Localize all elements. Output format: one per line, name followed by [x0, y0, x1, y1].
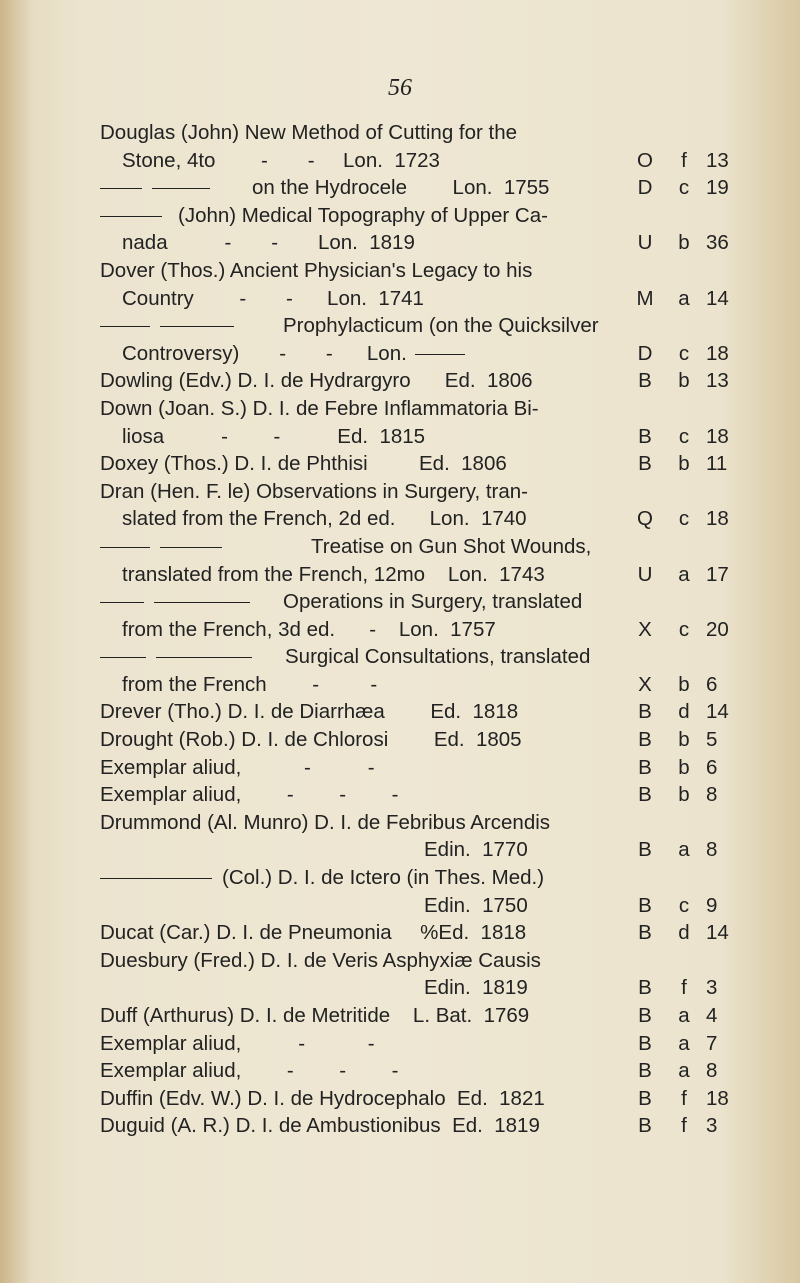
catalogue-line — [0, 671, 800, 699]
entry-text: Exemplar aliud, - - - — [100, 783, 399, 807]
shelf-sub: b — [678, 783, 690, 807]
entry-text: Controversy) - - Lon. — [122, 340, 475, 368]
entry-text: Dowling (Edv.) D. I. de Hydrargyro Ed. 1806 — [100, 369, 533, 393]
shelf-sub: b — [678, 369, 690, 393]
shelf-number: 6 — [706, 672, 718, 696]
entry-text: Exemplar aliud, - - — [100, 755, 375, 779]
shelf-sub: b — [678, 755, 690, 779]
entry-text: Exemplar aliud, - - — [100, 1031, 375, 1055]
entry-text: on the Hydrocele Lon. 1755 — [252, 176, 550, 200]
shelf-letter: B — [638, 369, 652, 393]
entry-text: Dover (Thos.) Ancient Physician's Legacy to his — [100, 258, 533, 282]
entry-text: Duesbury (Fred.) D. I. de Veris Asphyxiæ Causis — [100, 948, 541, 972]
shelf-sub: c — [678, 507, 690, 531]
shelf-sub: a — [678, 286, 690, 310]
ditto-rule — [100, 588, 260, 616]
catalogue-line — [0, 533, 800, 561]
shelf-sub: a — [678, 1059, 690, 1083]
catalogue-line — [0, 505, 800, 533]
entry-text: Dran (Hen. F. le) Observations in Surgery, tran- — [100, 479, 528, 503]
entry-text: Drever (Tho.) D. I. de Diarrhæa Ed. 1818 — [100, 700, 519, 724]
entry-text: Edin. 1819 — [424, 976, 528, 1000]
shelf-number: 14 — [706, 921, 729, 945]
shelf-number: 5 — [706, 728, 718, 752]
catalogue-line — [0, 588, 800, 616]
entry-text: Prophylacticum (on the Quicksilver — [283, 314, 599, 338]
shelf-number: 18 — [706, 1086, 729, 1110]
shelf-number: 14 — [706, 286, 729, 310]
shelf-sub: c — [678, 424, 690, 448]
shelf-number: 20 — [706, 617, 729, 641]
shelf-letter: B — [638, 1031, 652, 1055]
catalogue-line — [0, 1057, 800, 1085]
entry-text: liosa - - Ed. 1815 — [122, 424, 426, 448]
shelf-number: 3 — [706, 976, 718, 1000]
entry-text: Treatise on Gun Shot Wounds, — [311, 534, 592, 558]
catalogue-entries — [0, 119, 800, 1140]
shelf-sub: c — [678, 176, 690, 200]
shelf-letter: B — [638, 1004, 652, 1027]
shelf-number: 9 — [706, 893, 718, 917]
catalogue-line — [0, 892, 800, 920]
catalogue-line — [0, 423, 800, 451]
shelf-sub: b — [678, 231, 690, 255]
shelf-letter: B — [638, 1114, 652, 1138]
shelf-number: 4 — [706, 1004, 718, 1027]
entry-text: Edin. 1770 — [424, 838, 528, 862]
shelf-sub: b — [678, 728, 690, 752]
shelf-number: 19 — [706, 176, 729, 200]
entry-text: Duffin (Edv. W.) D. I. de Hydrocephalo Ed. 1821 — [100, 1086, 545, 1110]
shelf-letter: D — [637, 341, 653, 365]
shelf-number: 14 — [706, 700, 729, 724]
entry-text: slated from the French, 2d ed. Lon. 1740 — [122, 507, 527, 531]
shelf-number: 11 — [706, 452, 728, 476]
catalogue-line — [0, 285, 800, 313]
shelf-letter: O — [637, 148, 653, 172]
shelf-sub: d — [678, 700, 690, 724]
shelf-number: 3 — [706, 1114, 718, 1138]
shelf-letter: B — [638, 452, 652, 476]
shelf-sub: f — [681, 148, 687, 172]
entry-text: (Col.) D. I. de Ictero (in Thes. Med.) — [222, 866, 545, 890]
shelf-sub: d — [678, 921, 690, 945]
entry-text: nada - - Lon. 1819 — [122, 231, 415, 255]
shelf-sub: a — [678, 838, 690, 862]
entry-text: Surgical Consultations, translated — [285, 645, 591, 669]
entry-text: Operations in Surgery, translated — [283, 590, 583, 614]
catalogue-line — [0, 561, 800, 589]
catalogue-line — [0, 919, 800, 947]
shelf-letter: U — [637, 231, 653, 255]
shelf-letter: B — [638, 700, 652, 724]
shelf-sub: c — [678, 617, 690, 641]
ditto-rule — [100, 312, 244, 340]
entry-text: (John) Medical Topography of Upper Ca- — [178, 203, 548, 227]
shelf-letter: B — [638, 755, 652, 779]
shelf-number: 7 — [706, 1031, 718, 1055]
page-number: 56 — [388, 75, 412, 101]
catalogue-line — [0, 1112, 800, 1140]
shelf-letter: Q — [637, 507, 653, 531]
shelf-number: 18 — [706, 341, 729, 365]
entry-text: translated from the French, 12mo Lon. 1743 — [122, 562, 545, 586]
shelf-letter: X — [638, 672, 652, 696]
shelf-sub: b — [678, 452, 690, 476]
catalogue-line — [0, 478, 800, 506]
catalogue-line — [0, 174, 800, 202]
shelf-sub: f — [681, 1114, 687, 1138]
entry-text: Drummond (Al. Munro) D. I. de Febribus Arcendis — [100, 810, 551, 834]
entry-text: Ducat (Car.) D. I. de Pneumonia %Ed. 1818 — [100, 921, 527, 945]
shelf-number: 18 — [706, 507, 729, 531]
shelf-number: 36 — [706, 231, 729, 255]
entry-text: from the French, 3d ed. - Lon. 1757 — [122, 617, 496, 641]
entry-text: Edin. 1750 — [424, 893, 528, 917]
shelf-number: 8 — [706, 838, 718, 862]
shelf-letter: M — [636, 286, 654, 310]
shelf-letter: B — [638, 976, 652, 1000]
catalogue-line — [0, 947, 800, 975]
catalogue-line — [0, 809, 800, 837]
entry-text: Exemplar aliud, - - - — [100, 1059, 399, 1083]
shelf-letter: U — [637, 562, 653, 586]
catalogue-line — [0, 698, 800, 726]
entry-text: Down (Joan. S.) D. I. de Febre Inflammatoria Bi- — [100, 396, 539, 420]
shelf-letter: B — [638, 1059, 652, 1083]
catalogue-line — [0, 119, 800, 147]
entry-text: Douglas (John) New Method of Cutting for the — [100, 121, 518, 144]
catalogue-line — [0, 643, 800, 671]
catalogue-line — [0, 974, 800, 1002]
ditto-rule — [415, 354, 465, 355]
ditto-rule — [100, 643, 262, 671]
shelf-letter: B — [638, 921, 652, 945]
entry-text: from the French - - — [122, 672, 378, 696]
shelf-sub: a — [678, 1004, 690, 1027]
shelf-number: 8 — [706, 1059, 718, 1083]
catalogue-line — [0, 754, 800, 782]
shelf-letter: B — [638, 424, 652, 448]
shelf-sub: a — [678, 1031, 690, 1055]
catalogue-line — [0, 781, 800, 809]
shelf-number: 17 — [706, 562, 729, 586]
catalogue-line — [0, 836, 800, 864]
catalogue-line — [0, 395, 800, 423]
catalogue-line — [0, 202, 800, 230]
shelf-letter: D — [637, 176, 653, 200]
catalogue-line — [0, 147, 800, 175]
catalogue-line — [0, 616, 800, 644]
shelf-letter: X — [638, 617, 652, 641]
catalogue-line — [0, 340, 800, 368]
shelf-sub: f — [681, 976, 687, 1000]
shelf-letter: B — [638, 838, 652, 862]
entry-text: Country - - Lon. 1741 — [122, 286, 424, 310]
shelf-number: 6 — [706, 755, 718, 779]
shelf-sub: b — [678, 672, 690, 696]
catalogue-line — [0, 229, 800, 257]
shelf-number: 8 — [706, 783, 718, 807]
shelf-letter: B — [638, 893, 652, 917]
catalogue-line — [0, 864, 800, 892]
entry-text: Duguid (A. R.) D. I. de Ambustionibus Ed. 1819 — [100, 1114, 540, 1138]
ditto-rule — [100, 533, 232, 561]
catalogue-line — [0, 450, 800, 478]
entry-text: Doxey (Thos.) D. I. de Phthisi Ed. 1806 — [100, 452, 507, 476]
shelf-number: 13 — [706, 369, 729, 393]
shelf-sub: a — [678, 562, 690, 586]
ditto-rule — [100, 864, 222, 892]
entry-text: Drought (Rob.) D. I. de Chlorosi Ed. 1805 — [100, 728, 522, 752]
shelf-sub: f — [681, 1086, 687, 1110]
catalogue-line — [0, 257, 800, 285]
catalogue-line — [0, 367, 800, 395]
catalogue-line — [0, 1085, 800, 1113]
catalogue-line — [0, 312, 800, 340]
catalogue-line — [0, 1002, 800, 1030]
entry-text: Stone, 4to - - Lon. 1723 — [122, 148, 440, 172]
ditto-rule — [100, 202, 172, 230]
entry-text: Duff (Arthurus) D. I. de Metritide L. Bat. 1769 — [100, 1004, 530, 1027]
ditto-rule — [100, 174, 220, 202]
catalogue-line — [0, 726, 800, 754]
shelf-letter: B — [638, 1086, 652, 1110]
catalogue-line — [0, 1030, 800, 1058]
shelf-number: 13 — [706, 148, 729, 172]
shelf-number: 18 — [706, 424, 729, 448]
shelf-letter: B — [638, 728, 652, 752]
shelf-letter: B — [638, 783, 652, 807]
shelf-sub: c — [678, 341, 690, 365]
shelf-sub: c — [678, 893, 690, 917]
